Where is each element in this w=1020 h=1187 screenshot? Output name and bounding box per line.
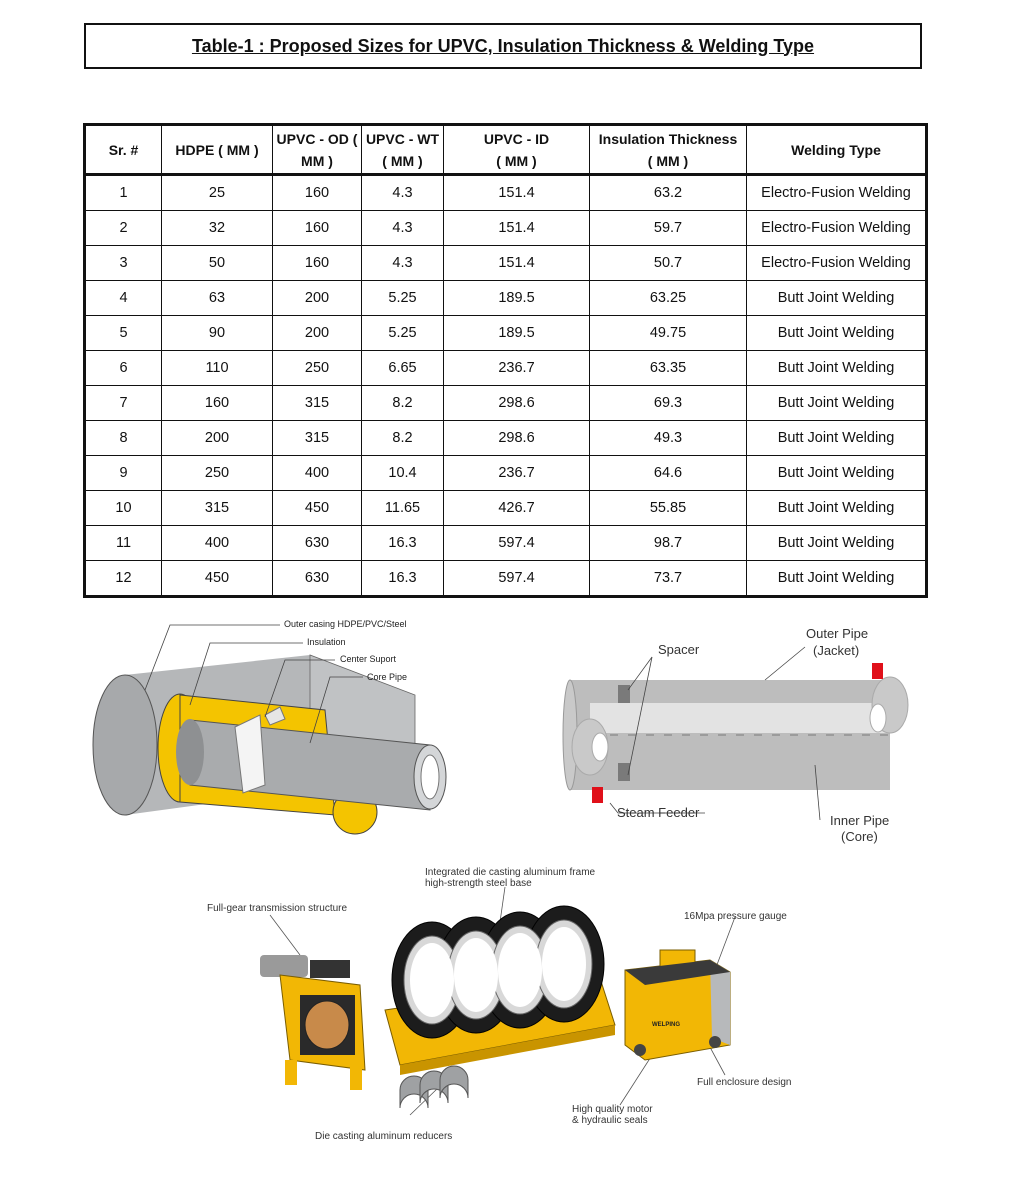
table-cell: 200 <box>162 421 273 456</box>
table-cell: 25 <box>162 175 273 211</box>
table-cell: 250 <box>162 456 273 491</box>
table-cell: 3 <box>85 246 162 281</box>
table-cell: 63 <box>162 281 273 316</box>
table-row <box>85 246 927 281</box>
table-cell: Electro-Fusion Welding <box>747 246 927 281</box>
table-row <box>85 456 927 491</box>
table-cell: 298.6 <box>444 421 590 456</box>
table-cell: 63.25 <box>590 281 747 316</box>
pipe-cutaway-figure <box>85 615 485 850</box>
table-cell: 49.75 <box>590 316 747 351</box>
brand-mark: WELPING <box>652 1022 680 1028</box>
table-cell: 250 <box>273 351 362 386</box>
table-cell: Butt Joint Welding <box>747 421 927 456</box>
table-cell: 5.25 <box>362 281 444 316</box>
table-cell: 189.5 <box>444 316 590 351</box>
table-cell: 189.5 <box>444 281 590 316</box>
header-insulation: Insulation Thickness ( MM ) <box>590 125 747 175</box>
table-cell: 630 <box>273 526 362 561</box>
table-cell: 315 <box>162 491 273 526</box>
table-cell: Butt Joint Welding <box>747 351 927 386</box>
table-cell: 9 <box>85 456 162 491</box>
table-cell: 2 <box>85 211 162 246</box>
label-frame-1: Integrated die casting aluminum frame <box>425 867 596 878</box>
table-row <box>85 386 927 421</box>
table-cell: 6 <box>85 351 162 386</box>
table-cell: 90 <box>162 316 273 351</box>
table-cell: 8.2 <box>362 421 444 456</box>
table-cell: 160 <box>273 246 362 281</box>
table-cell: 59.7 <box>590 211 747 246</box>
table-cell: Butt Joint Welding <box>747 491 927 526</box>
table-cell: 5.25 <box>362 316 444 351</box>
label-spacer: Spacer <box>658 642 700 657</box>
table-cell: 597.4 <box>444 561 590 597</box>
table-cell: 10 <box>85 491 162 526</box>
sizes-table <box>83 123 928 598</box>
table-cell: 69.3 <box>590 386 747 421</box>
label-motor-2: & hydraulic seals <box>572 1115 648 1126</box>
table-cell: 5 <box>85 316 162 351</box>
table-cell: 98.7 <box>590 526 747 561</box>
label-outer-casing: Outer casing HDPE/PVC/Steel <box>284 619 407 629</box>
header-upvc-wt: UPVC - WT ( MM ) <box>362 125 444 175</box>
table-row <box>85 526 927 561</box>
table-row <box>85 421 927 456</box>
table-cell: Electro-Fusion Welding <box>747 175 927 211</box>
table-cell: 315 <box>273 386 362 421</box>
table-cell: 200 <box>273 281 362 316</box>
label-motor-1: High quality motor <box>572 1104 653 1115</box>
table-cell: 151.4 <box>444 211 590 246</box>
table-cell: 4 <box>85 281 162 316</box>
table-cell: 400 <box>273 456 362 491</box>
table-cell: 630 <box>273 561 362 597</box>
table-cell: 55.85 <box>590 491 747 526</box>
table-cell: 298.6 <box>444 386 590 421</box>
label-enclosure: Full enclosure design <box>697 1077 792 1088</box>
table-cell: Butt Joint Welding <box>747 561 927 597</box>
label-gauge: 16Mpa pressure gauge <box>684 911 787 922</box>
table-title: Table-1 : Proposed Sizes for UPVC, Insulation Thickness & Welding Type <box>191 35 815 56</box>
table-cell: 11.65 <box>362 491 444 526</box>
table-cell: 10.4 <box>362 456 444 491</box>
table-row <box>85 561 927 597</box>
label-outer-pipe: Outer Pipe <box>806 626 869 641</box>
table-row <box>85 491 927 526</box>
table-cell: 151.4 <box>444 246 590 281</box>
table-cell: 50.7 <box>590 246 747 281</box>
table-title-box <box>84 23 922 69</box>
table-cell: 236.7 <box>444 351 590 386</box>
table-cell: 151.4 <box>444 175 590 211</box>
header-upvc-id: UPVC - ID ( MM ) <box>444 125 590 175</box>
table-cell: 11 <box>85 526 162 561</box>
table-row <box>85 316 927 351</box>
table-cell: 32 <box>162 211 273 246</box>
table-row <box>85 175 927 211</box>
table-cell: Butt Joint Welding <box>747 316 927 351</box>
label-steam-feeder: Steam Feeder <box>617 805 700 820</box>
table-cell: 160 <box>162 386 273 421</box>
table-cell: 16.3 <box>362 561 444 597</box>
table-cell: 49.3 <box>590 421 747 456</box>
table-cell: 236.7 <box>444 456 590 491</box>
table-cell: 63.35 <box>590 351 747 386</box>
table-cell: 4.3 <box>362 246 444 281</box>
label-core: (Core) <box>841 829 878 844</box>
table-cell: 63.2 <box>590 175 747 211</box>
table-cell: Butt Joint Welding <box>747 281 927 316</box>
label-reducers: Die casting aluminum reducers <box>315 1131 453 1142</box>
table-cell: 160 <box>273 175 362 211</box>
table-cell: 73.7 <box>590 561 747 597</box>
table-cell: 4.3 <box>362 211 444 246</box>
table-cell: 4.3 <box>362 175 444 211</box>
label-jacket: (Jacket) <box>813 643 860 658</box>
label-inner-pipe: Inner Pipe <box>830 813 890 828</box>
table-cell: 315 <box>273 421 362 456</box>
table-row <box>85 281 927 316</box>
table-cell: Butt Joint Welding <box>747 386 927 421</box>
table-cell: 6.65 <box>362 351 444 386</box>
table-cell: 426.7 <box>444 491 590 526</box>
table-cell: 8.2 <box>362 386 444 421</box>
table-row <box>85 351 927 386</box>
table-cell: 1 <box>85 175 162 211</box>
table-cell: 7 <box>85 386 162 421</box>
label-frame-2: high-strength steel base <box>425 878 532 889</box>
table-cell: 16.3 <box>362 526 444 561</box>
table-cell: 12 <box>85 561 162 597</box>
table-cell: 50 <box>162 246 273 281</box>
table-cell: Electro-Fusion Welding <box>747 211 927 246</box>
table-cell: 450 <box>162 561 273 597</box>
header-upvc-od: UPVC - OD ( MM ) <box>273 125 362 175</box>
label-transmission: Full-gear transmission structure <box>207 903 348 914</box>
table-cell: Butt Joint Welding <box>747 526 927 561</box>
table-cell: 110 <box>162 351 273 386</box>
label-core-pipe: Core Pipe <box>367 672 408 682</box>
label-insulation: Insulation <box>307 637 346 647</box>
table-cell: 200 <box>273 316 362 351</box>
table-row <box>85 211 927 246</box>
table-cell: 597.4 <box>444 526 590 561</box>
label-center-support: Center Suport <box>340 654 397 664</box>
table-cell: Butt Joint Welding <box>747 456 927 491</box>
table-cell: 450 <box>273 491 362 526</box>
table-cell: 8 <box>85 421 162 456</box>
table-cell: 400 <box>162 526 273 561</box>
header-welding: Welding Type <box>747 125 927 175</box>
table-header-row <box>85 125 927 175</box>
table-cell: 160 <box>273 211 362 246</box>
header-hdpe: HDPE ( MM ) <box>162 125 273 175</box>
table-cell: 64.6 <box>590 456 747 491</box>
header-sr: Sr. # <box>85 125 162 175</box>
